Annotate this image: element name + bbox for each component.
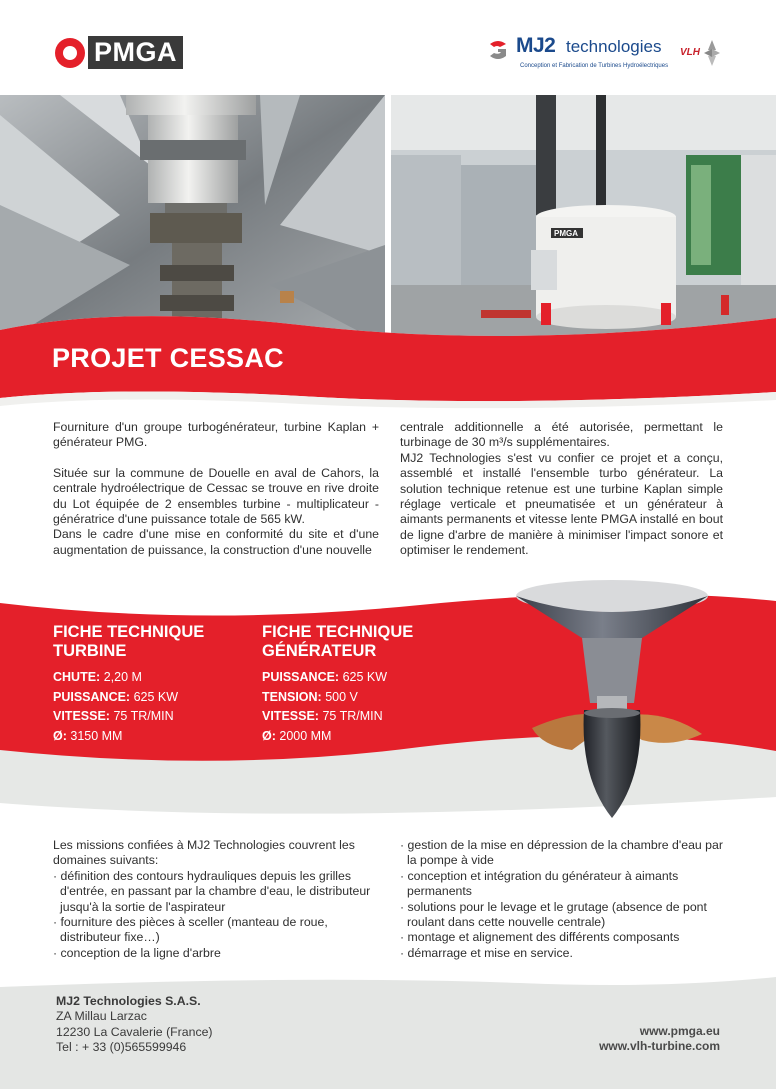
kaplan-turbine-illustration — [512, 578, 712, 828]
website-link-pmga[interactable]: www.pmga.eu — [639, 1024, 720, 1038]
turbine-spec-row: CHUTE: 2,20 M — [53, 670, 142, 684]
generator-spec-sheet — [262, 623, 462, 746]
list-item: · démarrage et mise en service. — [400, 945, 573, 960]
turbine-spec-row: PUISSANCE: 625 KW — [53, 689, 179, 704]
intro-paragraph-4: centrale additionnelle a été autorisée, permettant le turbinage de 30 m³/s supplémentaires. — [400, 420, 723, 450]
intro-left-column — [53, 420, 379, 558]
generator-spec-title: FICHE TECHNIQUE GÉNÉRATEUR — [262, 623, 414, 660]
website-link-vlh[interactable]: www.vlh-turbine.com — [599, 1039, 720, 1054]
mj2-swirl-icon — [486, 38, 510, 62]
intro-paragraph-5: MJ2 Technologies s'est vu confier ce projet et a conçu, assemblé et installé l'ensemble turbo générateur. La solution technique retenue est une turbine Kaplan simple réglage verticale et pneumatisée et un générateur à aimants permanents et vitesse lente PMGA installé en bout de ligne d'arbre de manière à minimiser l'impact sonore et optimiser le rendement. — [400, 450, 723, 558]
list-item: · conception et intégration du générateur à aimants permanents — [400, 868, 679, 899]
project-title: PROJET CESSAC — [52, 343, 284, 373]
generator-spec-row: TENSION: 500 V — [262, 689, 358, 704]
mj2-logo — [486, 36, 676, 76]
company-address-block — [56, 994, 213, 1056]
turbine-spec-row: Ø: 3150 MM — [53, 728, 123, 743]
pmga-gear-icon — [55, 38, 85, 68]
phone-number: Tel : + 33 (0)565599946 — [56, 1040, 187, 1055]
generator-spec-row: Ø: 2000 MM — [262, 728, 332, 743]
generator-spec-row: PUISSANCE: 625 KW — [262, 670, 388, 684]
address-line-1: ZA Millau Larzac — [56, 1009, 147, 1024]
mj2-logo-technologies: technologies — [566, 37, 662, 56]
vlh-logo-text: VLH — [680, 47, 700, 58]
mj2-tagline: Conception et Fabrication de Turbines Hydroélectriques — [520, 63, 669, 69]
vlh-fan-icon — [702, 38, 722, 68]
generator-brand-label: PMGA — [554, 229, 578, 238]
mj2-logo-name: MJ2 — [516, 34, 556, 57]
company-name: MJ2 Technologies S.A.S. — [56, 994, 201, 1008]
list-item: · solutions pour le levage et le grutage (absence de pont roulant dans cette nouvelle centrale) — [400, 899, 707, 930]
list-item: · fourniture des pièces à sceller (manteau de roue, distributeur fixe…) — [53, 915, 328, 945]
list-item: · définition des contours hydrauliques depuis les grilles d'entrée, en passant par la chambre d'eau, le distributeur jusqu'à la sortie de l'aspirateur — [53, 868, 371, 914]
website-links — [599, 1024, 720, 1055]
pmga-logo-text: PMGA — [88, 36, 183, 69]
missions-right-column — [400, 838, 723, 961]
intro-paragraph-2: Située sur la commune de Douelle en aval de Cahors, la centrale hydroélectrique de Cessac se trouve en rive droite du Lot équipée de 2 ensembles turbine - multiplicateur - génératrice d'une puissance totale de 565 kW. — [53, 465, 379, 527]
generator-spec-row: VITESSE: 75 TR/MIN — [262, 709, 383, 723]
intro-paragraph-3: Dans le cadre d'une mise en conformité du site et d'une augmentation de puissance, la construction d'une nouvelle — [53, 527, 379, 557]
list-item: · conception de la ligne d'arbre — [53, 945, 221, 960]
pmga-logo — [55, 36, 201, 69]
list-item: · montage et alignement des différents composants — [400, 930, 680, 945]
address-line-2: 12230 La Cavalerie (France) — [56, 1024, 213, 1039]
vlh-logo — [680, 38, 722, 68]
turbine-spec-title: FICHE TECHNIQUE TURBINE — [53, 623, 205, 660]
intro-right-column — [400, 420, 723, 559]
turbine-spec-sheet — [53, 623, 253, 746]
turbine-spec-row: VITESSE: 75 TR/MIN — [53, 709, 174, 723]
list-item: · gestion de la mise en dépression de la chambre d'eau par la pompe à vide — [400, 838, 723, 868]
missions-left-column — [53, 838, 379, 961]
intro-paragraph-1: Fourniture d'un groupe turbogénérateur, turbine Kaplan + générateur PMG. — [53, 420, 379, 450]
missions-intro: Les missions confiées à MJ2 Technologies couvrent les domaines suivants: — [53, 838, 355, 868]
